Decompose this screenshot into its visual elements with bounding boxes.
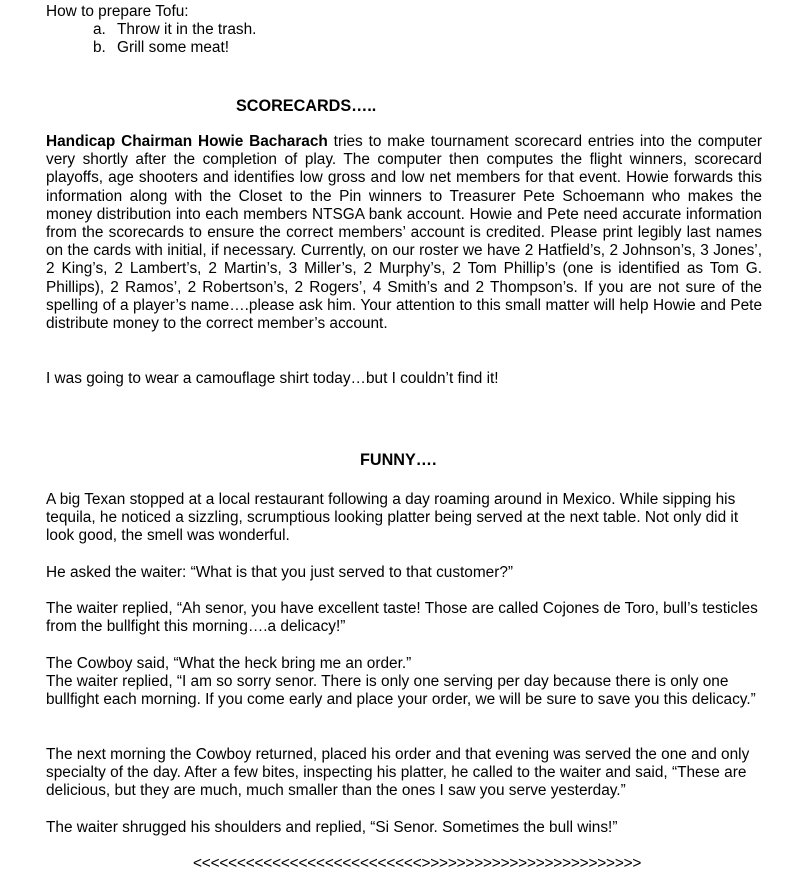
scorecards-heading: SCORECARDS…..: [236, 97, 377, 115]
funny-heading: FUNNY….: [360, 451, 437, 469]
list-item: [93, 21, 256, 39]
list-item-text: Grill some meat!: [117, 39, 230, 57]
funny-paragraph-6: The waiter shrugged his shoulders and replied, “Si Senor. Sometimes the bull wins!”: [46, 819, 618, 836]
list-marker: a.: [93, 21, 106, 38]
funny-paragraph-3: The waiter replied, “Ah senor, you have excellent taste! Those are called Cojones de Toro, bull’s testicles from the bullfight this morning….a delicacy!”: [46, 600, 758, 636]
list-item-text: Throw it in the trash.: [117, 21, 257, 38]
list-marker: b.: [93, 39, 106, 57]
funny-paragraph-4a: The Cowboy said, “What the heck bring me an order.”: [46, 655, 412, 672]
tofu-list: [93, 21, 256, 57]
scorecards-body: tries to make tournament scorecard entries into the computer very shortly after the completion of play. The computer then computes the flight winners, scorecard playoffs, age shooters and identifies low gross and low net members for that event. Howie forwards this information along with the Closet to the Pin winners to Treasurer Pete Schoemann who makes the money distribution into each members NTSGA bank account. Howie and Pete need accurate information from the scorecards to ensure the correct members’ account is credited. Please print legibly last names on the cards with initial, if necessary. Currently, on our roster we have 2 Hatfield’s, 2 Johnson’s, 3 Jones’, 2 King’s, 2 Lambert’s, 2 Martin’s, 3 Miller’s, 2 Murphy’s, 2 Tom Phillip’s (one is identified as Tom G. Phillips), 2 Ramos’, 2 Robertson’s, 2 Rogers’, 4 Smith’s and 2 Thompson’s. If you are not sure of the spelling of a player’s name….please ask him. Your attention to this small matter will help Howie and Pete distribute money to the correct member’s account.: [46, 133, 762, 333]
funny-paragraph-5: The next morning the Cowboy returned, placed his order and that evening was served the one and only specialty of the day. After a few bites, inspecting his platter, he called to the waiter and said, “These are delicious, but they are much, much smaller than the ones I saw you serve yesterday.”: [46, 746, 750, 800]
funny-paragraph-2: He asked the waiter: “What is that you just served to that customer?”: [46, 564, 514, 581]
funny-paragraph-4b: The waiter replied, “I am so sorry senor. There is only one serving per day because there is only one bullfight each morning. If you come early and place your order, we will be sure to save you this delicacy.”: [46, 673, 756, 709]
scorecards-lead: Handicap Chairman Howie Bacharach: [46, 133, 328, 150]
camouflage-joke: I was going to wear a camouflage shirt today…but I couldn’t find it!: [46, 370, 499, 387]
tofu-title: How to prepare Tofu:: [46, 3, 189, 20]
scorecards-paragraph: [46, 133, 762, 333]
funny-paragraph-1: A big Texan stopped at a local restaurant following a day roaming around in Mexico. While sipping his tequila, he noticed a sizzling, scrumptious looking platter being served at the next table. Not only did it look good, the smell was wonderful.: [46, 491, 739, 545]
list-item: [93, 39, 256, 57]
divider-line: <<<<<<<<<<<<<<<<<<<<<<<<<<>>>>>>>>>>>>>>>>>>>>>>>>>: [193, 855, 642, 872]
